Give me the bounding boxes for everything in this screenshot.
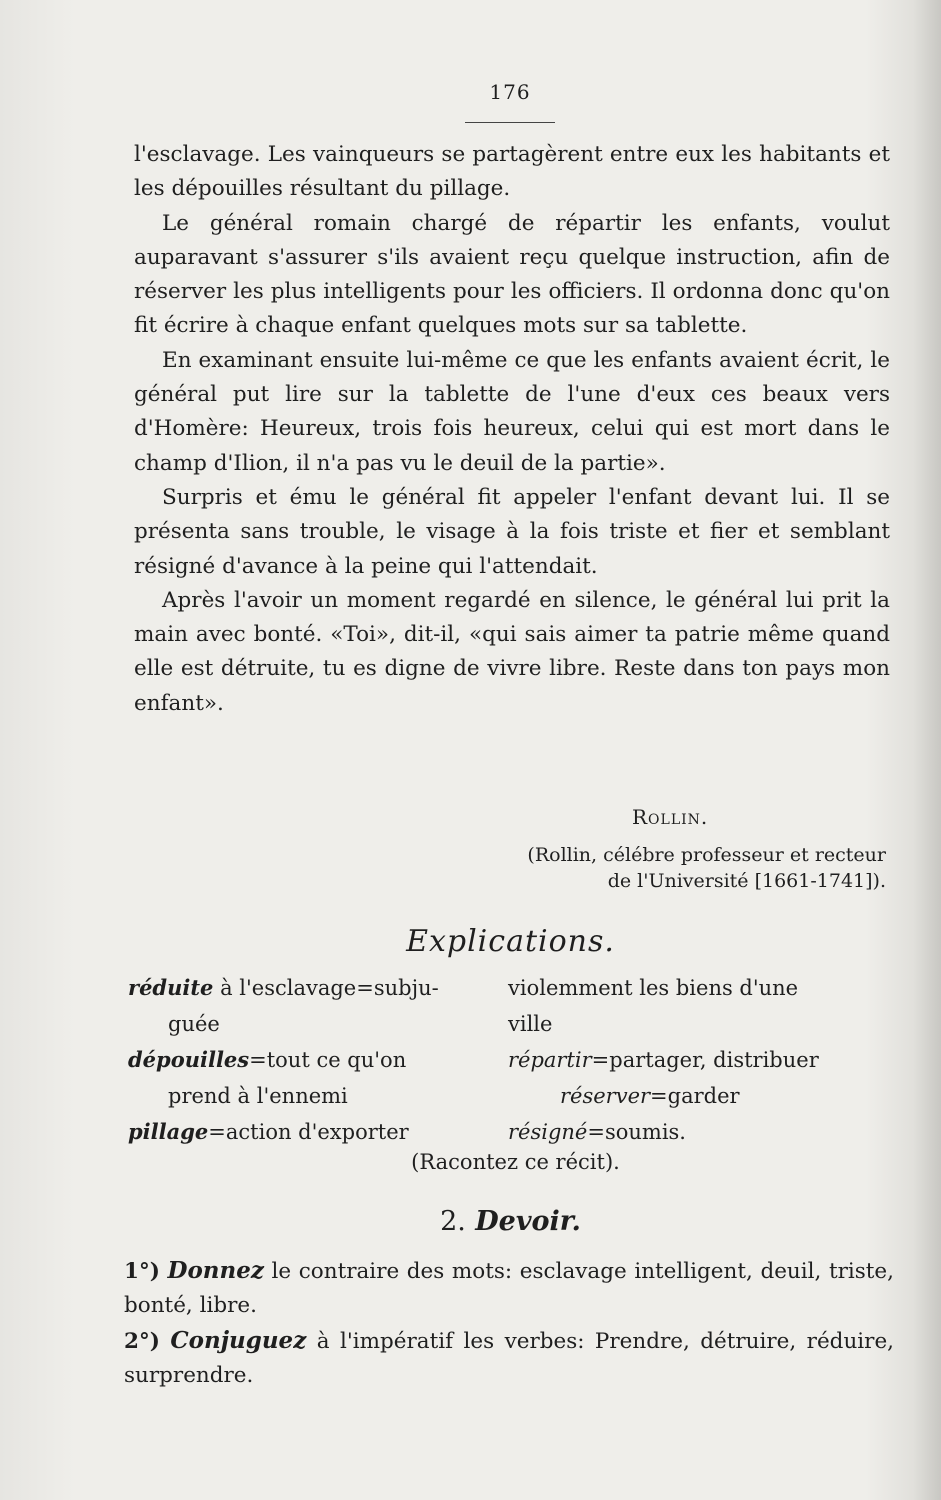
paragraph-3: En examinant ensuite lui-même ce que les enfants avaient écrit, le général put lire sur la tablette de l'une d'eux ces beaux vers d'Homère: Heureux, trois fois heureux, celui qui est mort dans le champ d'Ilion, il n'a pas vu le deuil de la partie». <box>134 347 890 476</box>
devoir-item-1 <box>124 1254 894 1323</box>
devoir-item-2 <box>124 1324 894 1393</box>
devoir-item-number: 2°) <box>124 1329 160 1354</box>
paragraph-5: Après l'avoir un moment regardé en silence, le général lui prit la main avec bonté. «Toi», dit-il, «qui sais aimer ta patrie même quand elle est détruite, tu es digne de vivre libre. Reste dans ton pays mon enfant». <box>134 587 890 716</box>
author-signature: Rollin. <box>632 805 709 829</box>
gloss-definition: =soumis. <box>587 1120 686 1144</box>
devoir-item-verb: Conjuguez <box>170 1327 307 1354</box>
devoir-heading <box>40 1206 941 1237</box>
devoir-title: Devoir. <box>475 1206 581 1237</box>
gloss-entry <box>128 1042 488 1078</box>
page-number-rule <box>465 122 555 123</box>
gloss-entry <box>508 1042 888 1078</box>
page-number: 176 <box>489 80 531 104</box>
gloss-continuation: guée <box>168 1012 220 1036</box>
gloss-term: dépouilles <box>128 1047 250 1072</box>
gloss-continuation: prend à l'ennemi <box>168 1084 348 1108</box>
paragraph-4: Surpris et ému le général fit appeler l'enfant devant lui. Il se présenta sans trouble, le visage à la fois triste et fier et semblant résigné d'avance à la peine qui l'attendait. <box>134 484 890 579</box>
gloss-continuation: violemment les biens d'une <box>508 976 799 1000</box>
gloss-entry <box>508 1114 888 1150</box>
author-note-line-1: (Rollin, célébre professeur et recteur <box>527 844 886 866</box>
glossary-right-column <box>508 970 888 1150</box>
gloss-term: pillage <box>128 1119 209 1144</box>
story-text <box>134 138 890 721</box>
devoir-item-verb: Donnez <box>167 1257 264 1284</box>
gloss-entry <box>508 1078 888 1114</box>
page-gutter-shadow <box>913 0 941 1500</box>
gloss-continuation: ville <box>508 1012 553 1036</box>
gloss-definition: =garder <box>650 1084 740 1108</box>
gloss-term: résigné <box>508 1120 588 1144</box>
gloss-entry <box>128 1114 488 1150</box>
devoir-item-text: le contraire des mots: esclavage intelligent, deuil, triste, bonté, libre. <box>124 1259 894 1318</box>
gloss-entry <box>128 970 488 1006</box>
author-note <box>430 842 886 894</box>
gloss-definition: =action d'exporter <box>208 1120 409 1144</box>
explications-heading: Explications. <box>406 924 615 959</box>
gloss-term: répartir <box>508 1048 592 1072</box>
gloss-definition: =tout ce qu'on <box>249 1048 407 1072</box>
devoir-item-number: 1°) <box>124 1259 160 1284</box>
paragraph-2: Le général romain chargé de répartir les enfants, voulut auparavant s'assurer s'ils avaient reçu quelque instruction, afin de réserver les plus intelligents pour les officiers. Il ordonna donc qu'on fit écrire à chaque enfant quelques mots sur sa tablette. <box>134 210 890 339</box>
recit-instruction: (Racontez ce récit). <box>411 1150 620 1174</box>
gloss-definition: à l'esclavage=subju- <box>213 976 439 1000</box>
devoir-item-text: à l'impératif les verbes: Prendre, détruire, réduire, surprendre. <box>124 1329 894 1388</box>
glossary-left-column <box>128 970 488 1150</box>
gloss-definition: =partager, distribuer <box>591 1048 819 1072</box>
devoir-number: 2. <box>440 1206 466 1237</box>
gloss-term: réserver <box>560 1084 651 1108</box>
gloss-term: réduite <box>128 975 214 1000</box>
paragraph-1: l'esclavage. Les vainqueurs se partagèrent entre eux les habitants et les dépouilles résultant du pillage. <box>134 142 890 202</box>
author-note-line-2: de l'Université [1661-1741]). <box>607 870 886 892</box>
